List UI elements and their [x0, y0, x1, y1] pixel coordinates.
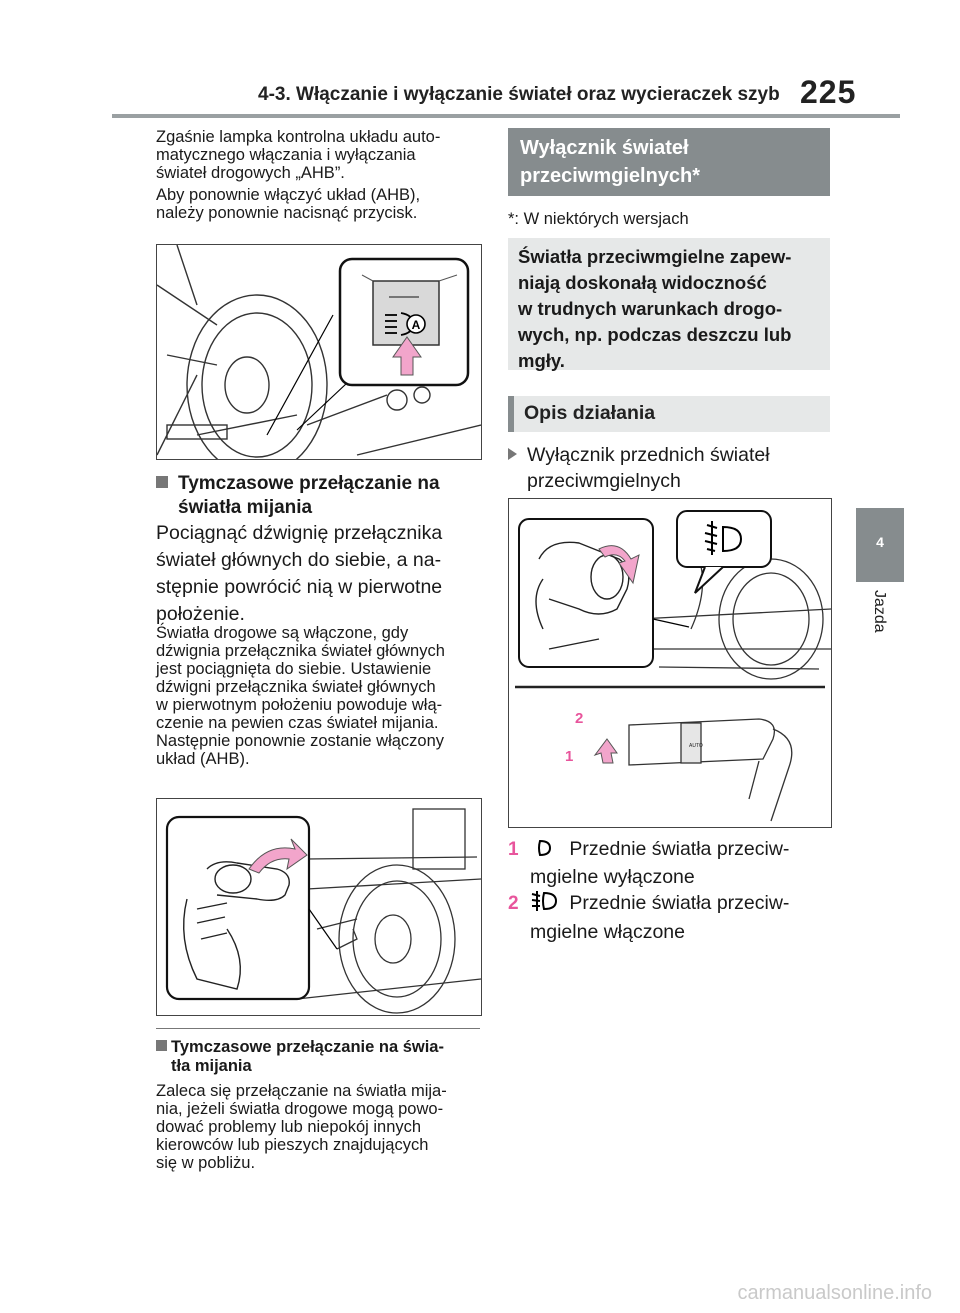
- instruction-line: Pociągnąć dźwignię przełącznika: [156, 522, 443, 544]
- note-line: dować problemy lub niepokój innych: [156, 1118, 422, 1136]
- description-line: dźwignia przełącznika świateł głównych: [156, 642, 445, 660]
- info-line: mgły.: [518, 350, 565, 371]
- header-title: 4-3. Włączanie i wyłączanie świateł oraz wycieraczek szyb: [258, 84, 780, 105]
- fog-switch-figure: [508, 498, 832, 828]
- footnote: *: W niektórych wersjach: [508, 210, 689, 228]
- note-line: nia, jeżeli światła drogowe mogą powo-: [156, 1100, 444, 1118]
- intro-line: świateł drogowych „AHB”.: [156, 164, 345, 182]
- intro-paragraph: [156, 128, 486, 222]
- chapter-tab-number: 4: [876, 534, 884, 550]
- intro-line: Zgaśnie lampka kontrolna układu auto-: [156, 128, 441, 146]
- subheading-text: Opis działania: [524, 402, 656, 424]
- bullet-line: przeciwmgielnych: [527, 470, 681, 492]
- section2-title: [156, 1038, 486, 1076]
- ahb-button-figure: [156, 244, 482, 460]
- fog-switch-bullet: [508, 442, 838, 494]
- section1-title-line: światła mijania: [178, 497, 313, 518]
- triangle-bullet-icon: [508, 448, 517, 460]
- header-rule: [112, 114, 900, 118]
- callout-2: 2: [575, 710, 584, 727]
- page-number: 225: [800, 74, 857, 110]
- callout-1: 1: [565, 748, 574, 765]
- subheading-bar: [508, 396, 514, 432]
- bullet-line: Wyłącznik przednich świateł: [527, 444, 770, 466]
- fog-off-icon: [524, 838, 564, 864]
- fog-on-icon: [524, 890, 564, 919]
- description-line: układ (AHB).: [156, 750, 250, 768]
- lever-pull-figure: [156, 798, 482, 1016]
- square-bullet-icon: [156, 1040, 167, 1051]
- ahb-label: A: [411, 318, 421, 332]
- intro-line: należy ponownie nacisnąć przycisk.: [156, 204, 418, 222]
- fog-switch-banner: [508, 128, 830, 196]
- description-line: w pierwotnym położeniu powoduje włą-: [156, 696, 443, 714]
- note-line: się w pobliżu.: [156, 1154, 256, 1172]
- description-line: dźwigni przełącznika świateł głównych: [156, 678, 436, 696]
- item-line: mgielne włączone: [530, 921, 686, 943]
- info-line: Światła przeciwmgielne zapew-: [518, 246, 792, 267]
- chapter-tab-label: Jazda: [871, 590, 888, 633]
- note-line: kierowców lub pieszych znajdujących: [156, 1136, 429, 1154]
- intro-line: matycznego włączania i wyłączania: [156, 146, 416, 164]
- section2-title-line: Tymczasowe przełączanie na świa-: [171, 1038, 444, 1056]
- fog-off-item: [508, 836, 838, 890]
- watermark: carmanualsonline.info: [737, 1282, 932, 1304]
- note-line: Zaleca się przełączanie na światła mija-: [156, 1082, 447, 1100]
- info-line: niają doskonałą widoczność: [518, 272, 767, 293]
- description-paragraph: [156, 624, 486, 768]
- banner-line: Wyłącznik świateł: [520, 137, 689, 159]
- item-line: Przednie światła przeciw-: [569, 838, 790, 860]
- chapter-tab-label-wrap: [866, 590, 896, 650]
- section1-title: [156, 472, 486, 520]
- item-number: 1: [508, 839, 519, 860]
- info-line: w trudnych warunkach drogo-: [518, 298, 783, 319]
- description-line: jest pociągnięta do siebie. Ustawienie: [156, 660, 432, 678]
- info-line: wych, np. podczas deszczu lub: [518, 324, 792, 345]
- fog-on-item: [508, 890, 838, 945]
- section1-title-line: Tymczasowe przełączanie na: [178, 473, 440, 494]
- instruction-line: położenie.: [156, 603, 245, 625]
- note-paragraph: [156, 1082, 486, 1172]
- operation-subheading: [508, 396, 830, 432]
- square-bullet-icon: [156, 476, 168, 488]
- instruction-paragraph: [156, 520, 486, 628]
- section-divider: [156, 1028, 480, 1029]
- description-line: czenie na pewien czas świateł mijania.: [156, 714, 439, 732]
- item-number: 2: [508, 893, 519, 914]
- section2-title-line: tła mijania: [171, 1057, 252, 1075]
- instruction-line: stępnie powrócić nią w pierwotne: [156, 576, 443, 598]
- intro-line: Aby ponownie włączyć układ (AHB),: [156, 186, 421, 204]
- description-line: Następnie ponownie zostanie włączony: [156, 732, 445, 750]
- lever-auto-label: AUTO: [689, 743, 703, 749]
- item-line: Przednie światła przeciw-: [569, 892, 790, 914]
- description-line: Światła drogowe są włączone, gdy: [156, 624, 409, 642]
- info-box: [508, 238, 830, 370]
- instruction-line: świateł głównych do siebie, a na-: [156, 549, 442, 571]
- item-line: mgielne wyłączone: [530, 866, 695, 888]
- banner-line: przeciwmgielnych*: [520, 165, 701, 187]
